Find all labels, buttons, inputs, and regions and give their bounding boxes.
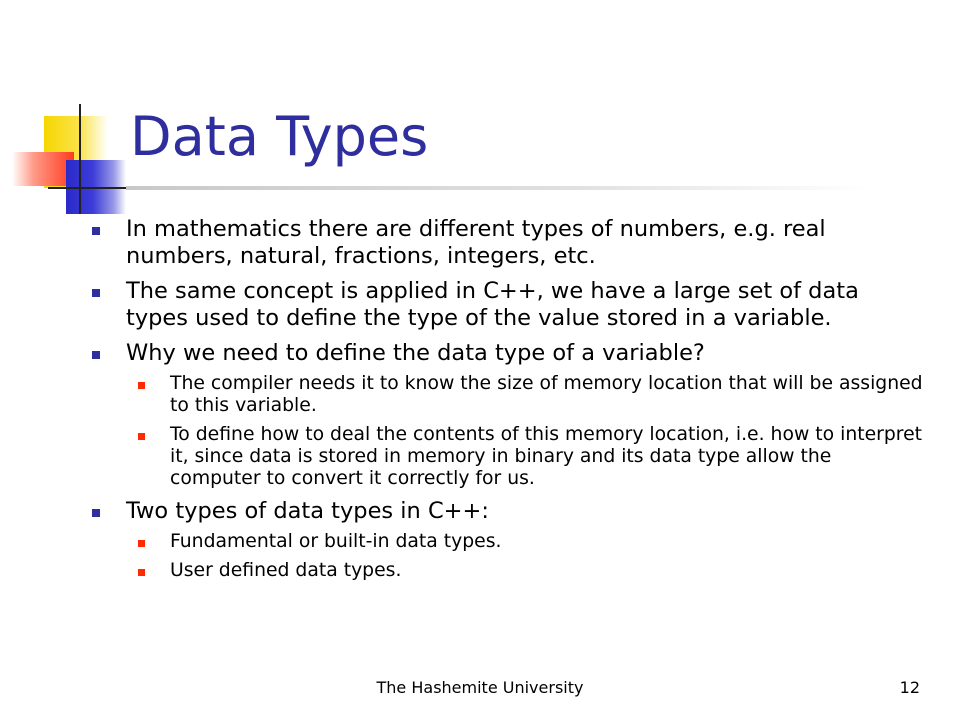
sub-bullet-item (126, 531, 924, 553)
bullet-text: In mathematics there are different types of numbers, e.g. real numbers, natural, fractions, integers, etc. (126, 216, 826, 269)
footer-text: The Hashemite University (376, 678, 584, 697)
bullet-list (88, 216, 924, 582)
sub-bullet-text: User defined data types. (170, 560, 402, 581)
bullet-item (88, 340, 924, 490)
slide-title: Data Types (130, 105, 429, 168)
slide-body (88, 216, 924, 590)
bullet-item (88, 216, 924, 270)
sub-bullet-text: To define how to deal the contents of this memory location, i.e. how to interpret it, since data is stored in memory in binary and its data type allow the computer to convert it correctly for us. (170, 424, 923, 489)
title-underline (126, 186, 870, 190)
bullet-item (88, 498, 924, 582)
square-bullet-icon (138, 433, 145, 440)
sub-bullet-list (126, 373, 924, 490)
square-bullet-icon (138, 540, 145, 547)
square-bullet-icon (92, 289, 100, 297)
logo-vertical-line (79, 104, 81, 214)
sub-bullet-list (126, 531, 924, 582)
bullet-text: The same concept is applied in C++, we have a large set of data types used to define the type of the value stored in a variable. (126, 278, 859, 331)
square-bullet-icon (92, 227, 100, 235)
sub-bullet-item (126, 424, 924, 490)
sub-bullet-item (126, 560, 924, 582)
page-number: 12 (899, 678, 920, 697)
sub-bullet-text: The compiler needs it to know the size of memory location that will be assigned to this variable. (170, 373, 923, 416)
square-bullet-icon (138, 382, 145, 389)
logo-horizontal-line (48, 187, 138, 189)
square-bullet-icon (138, 569, 145, 576)
bullet-text: Why we need to define the data type of a variable? (126, 340, 705, 366)
sub-bullet-text: Fundamental or built-in data types. (170, 531, 502, 552)
square-bullet-icon (92, 509, 100, 517)
square-bullet-icon (92, 351, 100, 359)
sub-bullet-item (126, 373, 924, 417)
bullet-item (88, 278, 924, 332)
logo-red-bar (12, 152, 74, 186)
bullet-text: Two types of data types in C++: (126, 498, 489, 524)
